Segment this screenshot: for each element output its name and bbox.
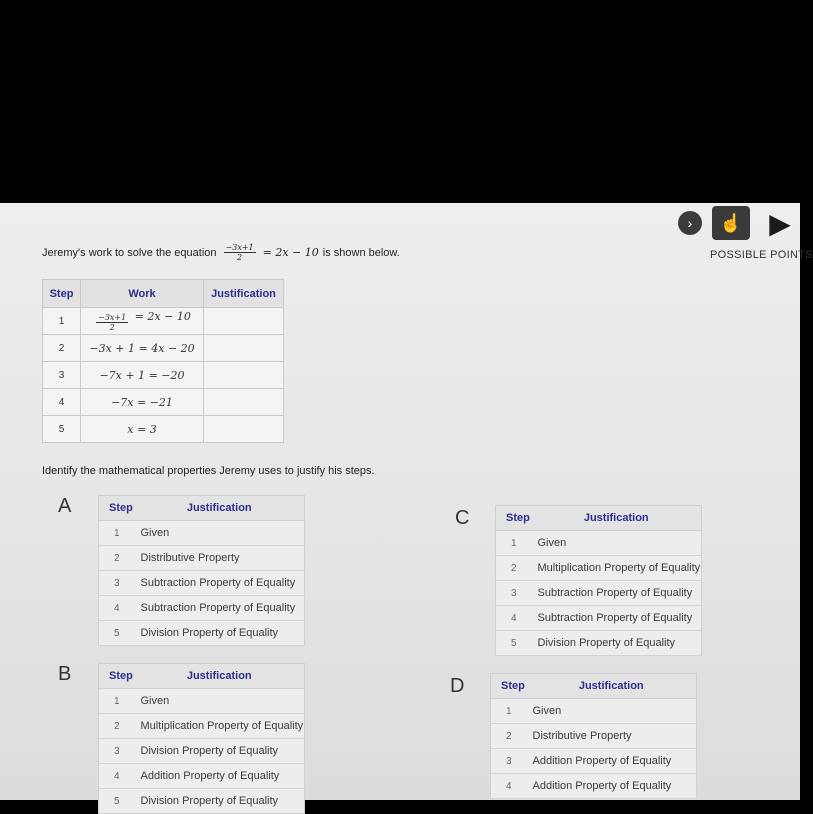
- work-cell: [81, 308, 204, 335]
- equation-fraction: [224, 243, 256, 262]
- justification: Addition Property of Equality: [527, 749, 697, 774]
- step-number: 2: [43, 335, 81, 362]
- step-number: 2: [491, 724, 527, 749]
- step-number: 4: [491, 774, 527, 799]
- equation-rhs: = 2x − 10: [262, 246, 319, 259]
- option-table: [98, 663, 305, 814]
- justification: Subtraction Property of Equality: [532, 606, 702, 631]
- work-cell: −7x + 1 = −20: [81, 362, 204, 389]
- option-letter: B: [58, 663, 72, 685]
- work-cell: −3x + 1 = 4x − 20: [81, 335, 204, 362]
- justification-cell: [204, 362, 284, 389]
- option-letter: D: [450, 675, 465, 697]
- step-number: 3: [496, 581, 532, 606]
- step-number: 3: [99, 739, 135, 764]
- option-table: [495, 505, 702, 656]
- prompt-text-before: Jeremy's work to solve the equation: [42, 246, 217, 259]
- table-row: [99, 739, 305, 764]
- option-table: [98, 495, 305, 646]
- header-justification: Justification: [532, 506, 702, 531]
- step-number: 1: [491, 699, 527, 724]
- table-row: [43, 335, 284, 362]
- play-icon: ▶: [769, 207, 791, 239]
- justification: Subtraction Property of Equality: [135, 571, 305, 596]
- table-row: [99, 521, 305, 546]
- table-row: [99, 546, 305, 571]
- option-letter: C: [455, 507, 470, 529]
- header-justification: Justification: [135, 496, 305, 521]
- step-number: 5: [43, 416, 81, 443]
- justification: Multiplication Property of Equality: [532, 556, 702, 581]
- justification-cell: [204, 308, 284, 335]
- tap-button[interactable]: [712, 206, 750, 240]
- justification: Distributive Property: [527, 724, 697, 749]
- step-number: 5: [99, 789, 135, 814]
- step-number: 1: [99, 689, 135, 714]
- table-row: [99, 789, 305, 814]
- table-row: [491, 699, 697, 724]
- equation-denominator: 2: [237, 253, 243, 262]
- option-c[interactable]: [455, 503, 800, 658]
- justification: Subtraction Property of Equality: [135, 596, 305, 621]
- work-rhs: = 2x − 10: [134, 310, 191, 323]
- work-numerator: −3x+1: [98, 313, 127, 322]
- step-number: 4: [43, 389, 81, 416]
- step-number: 5: [99, 621, 135, 646]
- table-row: [43, 389, 284, 416]
- justification: Given: [527, 699, 697, 724]
- work-fraction: [96, 313, 128, 332]
- justification: Division Property of Equality: [532, 631, 702, 656]
- header-step: Step: [99, 496, 135, 521]
- work-table: [42, 279, 284, 443]
- table-row: [496, 631, 702, 656]
- play-button[interactable]: [760, 206, 800, 240]
- justification-cell: [204, 335, 284, 362]
- justification: Division Property of Equality: [135, 621, 305, 646]
- header-step: Step: [99, 664, 135, 689]
- work-cell: x = 3: [81, 416, 204, 443]
- justification: Division Property of Equality: [135, 789, 305, 814]
- quiz-screen: [0, 203, 813, 807]
- table-row: [496, 531, 702, 556]
- step-number: 5: [496, 631, 532, 656]
- table-row: [43, 362, 284, 389]
- prompt-text-after: is shown below.: [322, 246, 400, 259]
- step-number: 4: [99, 764, 135, 789]
- toolbar: [678, 205, 800, 241]
- table-row: [99, 596, 305, 621]
- option-a[interactable]: [58, 493, 438, 643]
- step-number: 3: [43, 362, 81, 389]
- table-row: [491, 774, 697, 799]
- table-row: [43, 308, 284, 335]
- step-number: 4: [496, 606, 532, 631]
- table-row: [496, 556, 702, 581]
- step-number: 3: [491, 749, 527, 774]
- justification: Addition Property of Equality: [135, 764, 305, 789]
- table-row: [496, 581, 702, 606]
- justification-cell: [204, 416, 284, 443]
- equation-numerator: −3x+1: [225, 243, 254, 252]
- header-work: Work: [81, 280, 204, 308]
- step-number: 1: [99, 521, 135, 546]
- step-number: 4: [99, 596, 135, 621]
- option-b[interactable]: [58, 661, 438, 807]
- step-number: 2: [99, 546, 135, 571]
- header-step: Step: [496, 506, 532, 531]
- table-row: [99, 621, 305, 646]
- option-d[interactable]: [450, 671, 800, 800]
- justification: Given: [532, 531, 702, 556]
- justification: Division Property of Equality: [135, 739, 305, 764]
- question-prompt: [42, 243, 400, 262]
- table-row: [99, 714, 305, 739]
- table-row: [99, 571, 305, 596]
- work-cell: −7x = −21: [81, 389, 204, 416]
- justification: Multiplication Property of Equality: [135, 714, 305, 739]
- justification: Given: [135, 521, 305, 546]
- step-number: 2: [496, 556, 532, 581]
- collapse-button[interactable]: [678, 211, 702, 235]
- table-row: [99, 689, 305, 714]
- work-denominator: 2: [109, 323, 115, 332]
- header-step: Step: [491, 674, 527, 699]
- table-row: [491, 749, 697, 774]
- table-row: [99, 764, 305, 789]
- option-table: [490, 673, 697, 799]
- step-number: 1: [496, 531, 532, 556]
- hand-pointer-icon: ☝: [719, 212, 743, 233]
- table-row: [43, 416, 284, 443]
- header-step: Step: [43, 280, 81, 308]
- step-number: 3: [99, 571, 135, 596]
- justification-cell: [204, 389, 284, 416]
- justification: Given: [135, 689, 305, 714]
- possible-points-label: POSSIBLE POINTS: [710, 249, 813, 261]
- instruction-text: Identify the mathematical properties Jeremy uses to justify his steps.: [42, 465, 375, 477]
- table-row: [496, 606, 702, 631]
- step-number: 1: [43, 308, 81, 335]
- header-justification: Justification: [135, 664, 305, 689]
- justification: Distributive Property: [135, 546, 305, 571]
- option-letter: A: [58, 495, 72, 517]
- table-row: [491, 724, 697, 749]
- justification: Subtraction Property of Equality: [532, 581, 702, 606]
- header-justification: Justification: [204, 280, 284, 308]
- chevron-right-icon: ›: [687, 215, 693, 231]
- justification: Addition Property of Equality: [527, 774, 697, 799]
- step-number: 2: [99, 714, 135, 739]
- header-justification: Justification: [527, 674, 697, 699]
